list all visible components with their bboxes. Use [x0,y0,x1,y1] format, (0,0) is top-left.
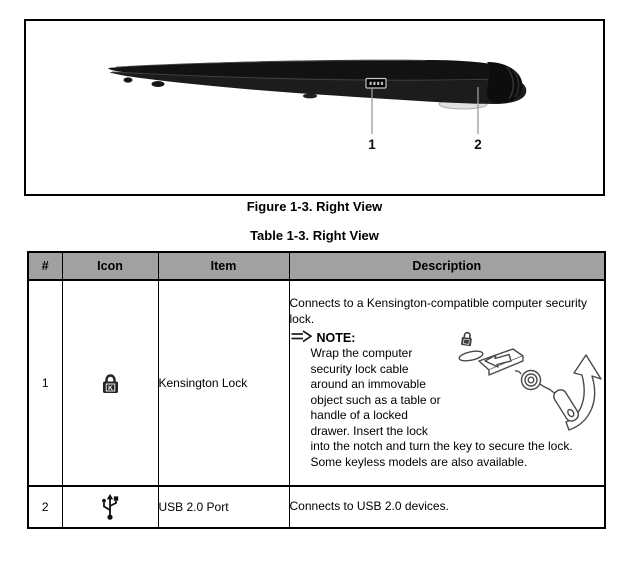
kensington-lock-icon [102,373,119,394]
callout-label-2: 2 [474,137,482,152]
figure-caption: Figure 1-3. Right View [246,199,383,214]
table-caption: Table 1-3. Right View [250,228,379,243]
table-header-row [28,252,605,280]
usb-icon [99,493,121,521]
header-num: # [28,252,62,280]
row-num: 2 [28,486,62,528]
laptop-foot-left-2 [152,81,165,87]
lock-letter: K [107,384,113,392]
laptop-side-illustration [26,21,603,194]
callout-label-1: 1 [368,137,376,152]
note-block [290,330,605,470]
usb-port [366,79,386,89]
key [552,388,581,424]
note-text: Wrap the computer security lock cable around an immovable object such as a table or handle of a locked drawer. Insert the lock into the notch and turn the key to secure the lock. Some keyless models are also available. [310,346,573,469]
row-icon-cell [62,486,158,528]
table-row-usb [28,486,605,528]
note-label: NOTE: [316,331,356,345]
laptop-hinge-cap [487,62,523,103]
figure-right-view [24,19,605,196]
laptop-body [108,60,526,109]
note-arrow-icon [290,330,312,343]
table-row-kensington [28,280,605,486]
kensington-lock-drawing [450,330,604,434]
row-icon-cell [62,280,158,486]
row-item: Kensington Lock [158,280,289,486]
row-item: USB 2.0 Port [158,486,289,528]
description-intro: Connects to a Kensington-compatible computer security lock. [289,296,587,326]
laptop-foot-mid [303,94,317,99]
row-num: 1 [28,280,62,486]
laptop-foot-left-1 [124,77,133,82]
header-icon: Icon [62,252,158,280]
row-description [289,280,605,486]
row-description: Connects to USB 2.0 devices. [289,486,605,528]
header-description: Description [289,252,605,280]
mini-lock-icon [461,332,473,346]
ports-table [27,251,606,529]
header-item: Item [158,252,289,280]
